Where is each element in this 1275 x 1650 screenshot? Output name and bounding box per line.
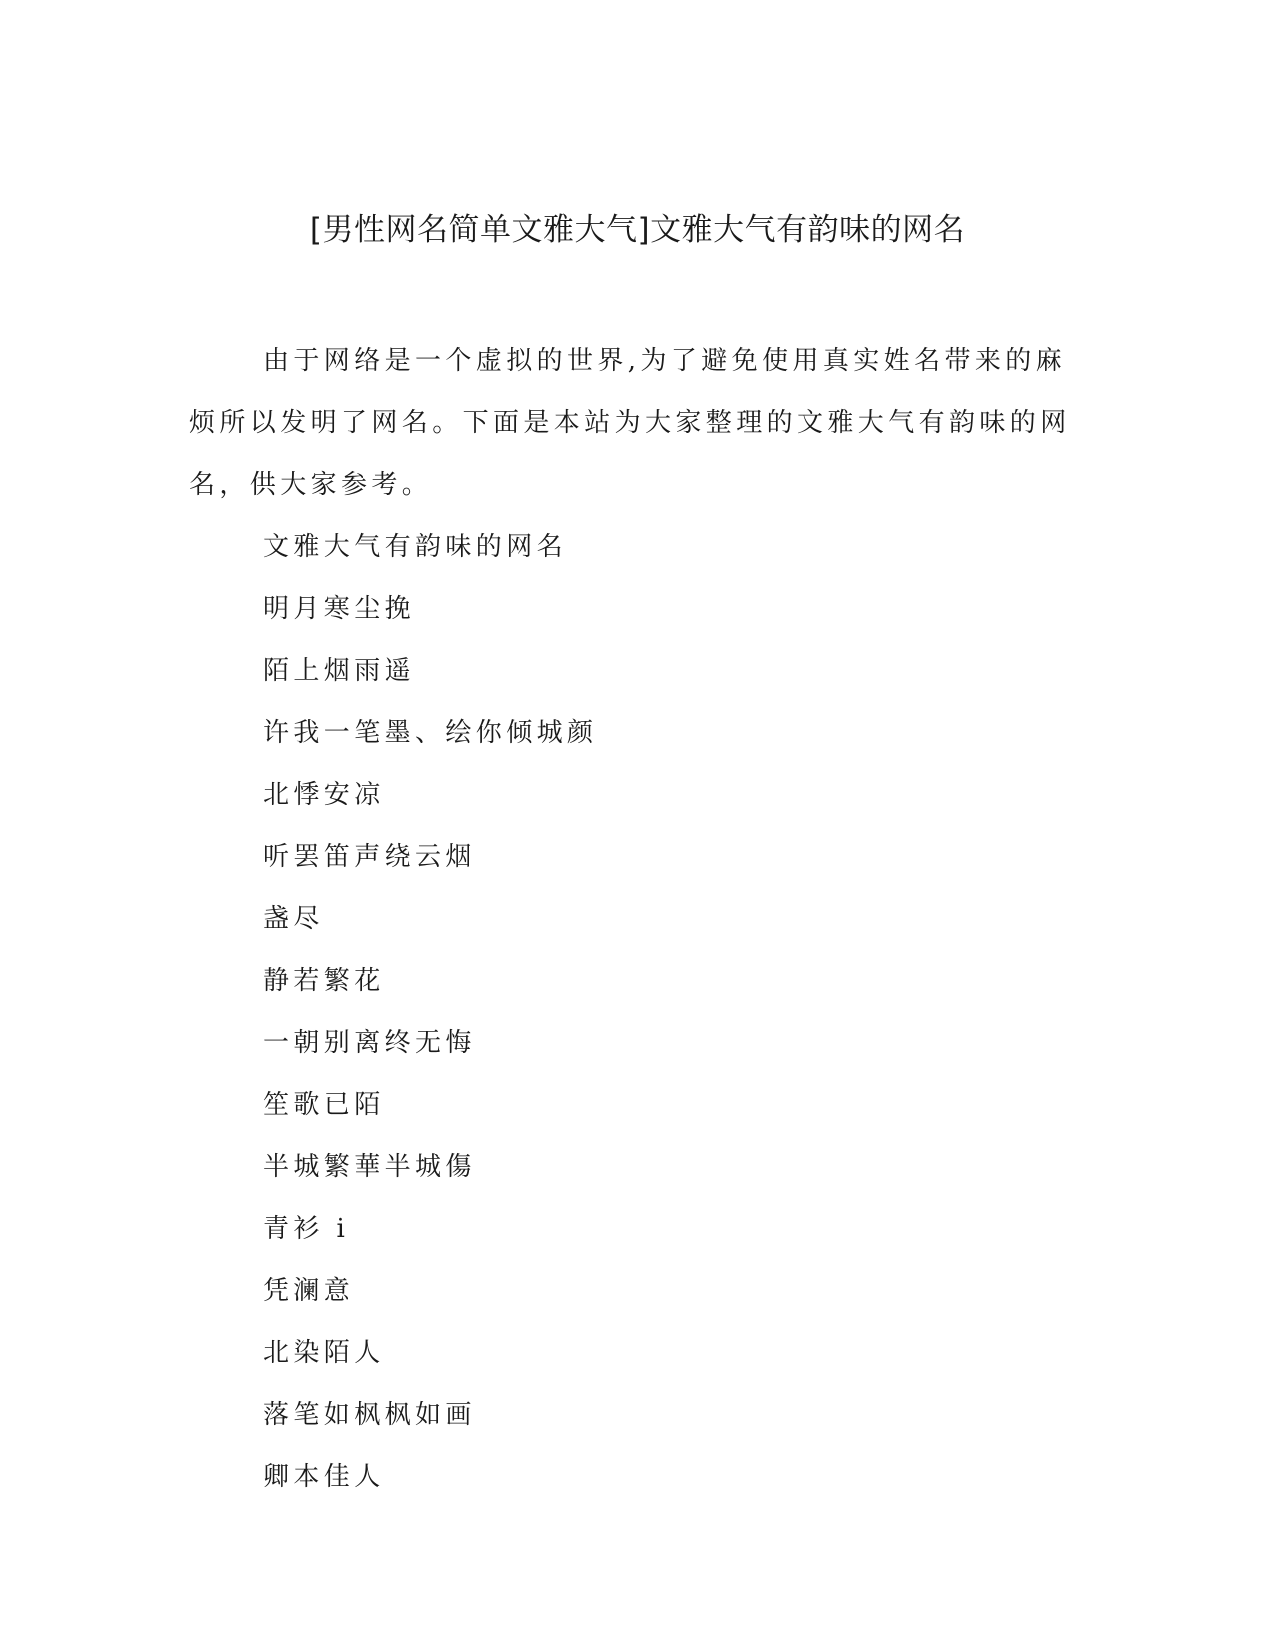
list-item: 陌上烟雨遥 (263, 656, 416, 686)
list-item: 卿本佳人 (263, 1462, 385, 1492)
list-item: 一朝别离终无悔 (263, 1028, 476, 1058)
document-title: [男性网名简单文雅大气]文雅大气有韵味的网名 (309, 212, 966, 248)
list-item: 凭澜意 (263, 1276, 355, 1306)
list-item: 静若繁花 (263, 966, 385, 996)
list-item: 北悸安凉 (263, 780, 385, 810)
list-item: 半城繁華半城傷 (263, 1152, 476, 1182)
list-item: 北染陌人 (263, 1338, 385, 1368)
intro-paragraph: 由于网络是一个虚拟的世界,为了避免使用真实姓名带来的麻烦所以发明了网名。下面是本站为大家整理的文雅大气有韵味的网名，供大家参考。 (189, 346, 1071, 500)
list-item: 盏尽 (263, 904, 324, 934)
list-item: 落笔如枫枫如画 (263, 1400, 476, 1430)
list-item: 许我一笔墨、绘你倾城颜 (263, 718, 598, 748)
document-body (189, 330, 1089, 1508)
list-item: 笙歌已陌 (263, 1090, 385, 1120)
list-item: 明月寒尘挽 (263, 594, 416, 624)
list-item: 听罢笛声绕云烟 (263, 842, 476, 872)
list-item: 青衫 i (263, 1214, 350, 1244)
name-list (189, 516, 1089, 1508)
section-heading: 文雅大气有韵味的网名 (263, 532, 568, 562)
